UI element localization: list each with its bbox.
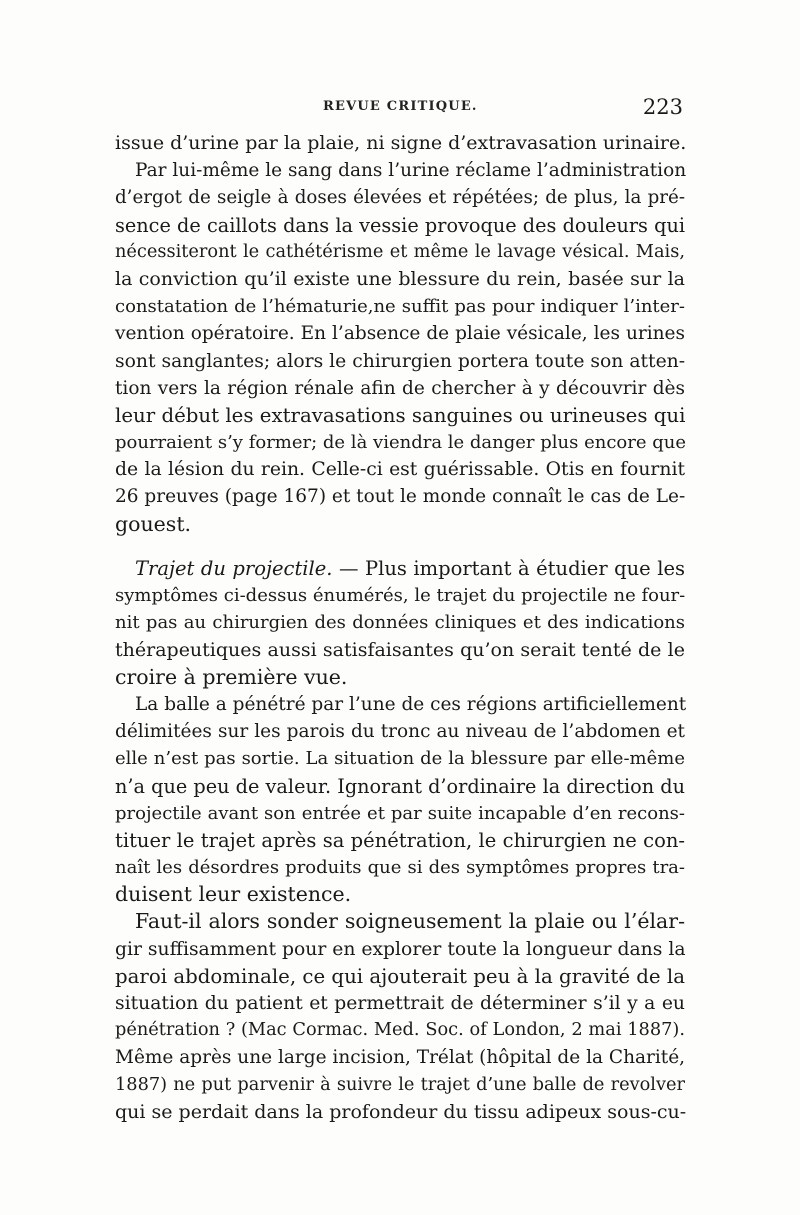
text-line: gouest. (115, 511, 192, 536)
page-number: 223 (642, 95, 683, 119)
text-line: qui se perdait dans la profondeur du tissu adipeux sous-cu- (115, 1100, 687, 1123)
text-line: duisent leur existence. (115, 882, 352, 907)
text-line: naît les désordres produits que si des symptômes propres tra- (115, 857, 685, 879)
text-block-kidney-injury (115, 130, 685, 538)
section-trajet-du-projectile (115, 555, 685, 1126)
text-line: 1887) ne put parvenir à suivre le trajet d’une balle de revolver (115, 1074, 685, 1095)
text-line: n’a que peu de valeur. Ignorant d’ordinaire la direction du (115, 774, 685, 798)
text-line: vention opératoire. En l’absence de plaie vésicale, les urines (115, 323, 685, 345)
section-heading-continuation: — Plus important à étudier que les (332, 557, 685, 580)
page-header (115, 95, 685, 125)
text-line: thérapeutiques aussi satisfaisantes qu’on serait tenté de le (115, 638, 685, 661)
text-line: elle n’est pas sortie. La situation de la blessure par elle-même (115, 748, 685, 770)
text-line: nécessiteront le cathétérisme et même le lavage vésical. Mais, (115, 241, 685, 262)
text-line: sence de caillots dans la vessie provoque des douleurs qui (115, 213, 685, 237)
text-line: symptômes ci-dessus énumérés, le trajet du projectile ne four- (115, 585, 686, 607)
text-line: tion vers la région rénale afin de chercher à y découvrir dès (115, 377, 685, 399)
text-line: paroi abdominale, ce qui ajouterait peu à la gravité de la (115, 964, 685, 988)
text-line: pourraient s’y former; de là viendra le danger plus encore que (115, 432, 686, 454)
section-heading: Trajet du projectile. (135, 557, 333, 580)
text-line: constatation de l’hématurie,ne suffit pas pour indiquer l’inter- (115, 296, 685, 318)
running-title: REVUE CRITIQUE. (323, 99, 478, 114)
text-line: tituer le trajet après sa pénétration, le chirurgien ne con- (115, 828, 685, 852)
text-line: Faut-il alors sonder soigneusement la plaie ou l’élar- (135, 909, 685, 934)
text-line: Même après une large incision, Trélat (hôpital de la Charité, (115, 1047, 686, 1069)
text-line: projectile avant son entrée et par suite incapable d’en recons- (115, 802, 685, 824)
text-line: de la lésion du rein. Celle-ci est guérissable. Otis en fournit (115, 459, 685, 481)
text-line: la conviction qu’il existe une blessure du rein, basée sur la (115, 267, 685, 290)
section-heading-line (115, 555, 685, 582)
text-line: gir suffisamment pour en explorer toute la longueur dans la (115, 938, 686, 960)
text-line: sont sanglantes; alors le chirurgien portera toute son atten- (115, 350, 686, 372)
text-line: leur début les extravasations sanguines ou urineuses qui (115, 403, 686, 427)
text-line: 26 preuves (page 167) et tout le monde connaît le cas de Le- (115, 486, 686, 508)
text-line: situation du patient et permettrait de déterminer s’il y a eu (115, 993, 685, 1014)
text-line: issue d’urine par la plaie, ni signe d’extravasation urinaire. (115, 132, 687, 154)
text-line: délimitées sur les parois du tronc au niveau de l’abdomen et (115, 721, 685, 743)
text-line: Par lui-même le sang dans l’urine réclame l’administration (135, 160, 687, 182)
text-line: croire à première vue. (115, 664, 348, 689)
text-line: nit pas au chirurgien des données cliniques et des indications (115, 612, 685, 634)
text-line: La balle a pénétré par l’une de ces régions artificiellement (135, 693, 687, 715)
text-line: pénétration ? (Mac Cormac. Med. Soc. of London, 2 mai 1887). (115, 1020, 685, 1041)
text-line: d’ergot de seigle à doses élevées et répétées; de plus, la pré- (115, 187, 685, 209)
